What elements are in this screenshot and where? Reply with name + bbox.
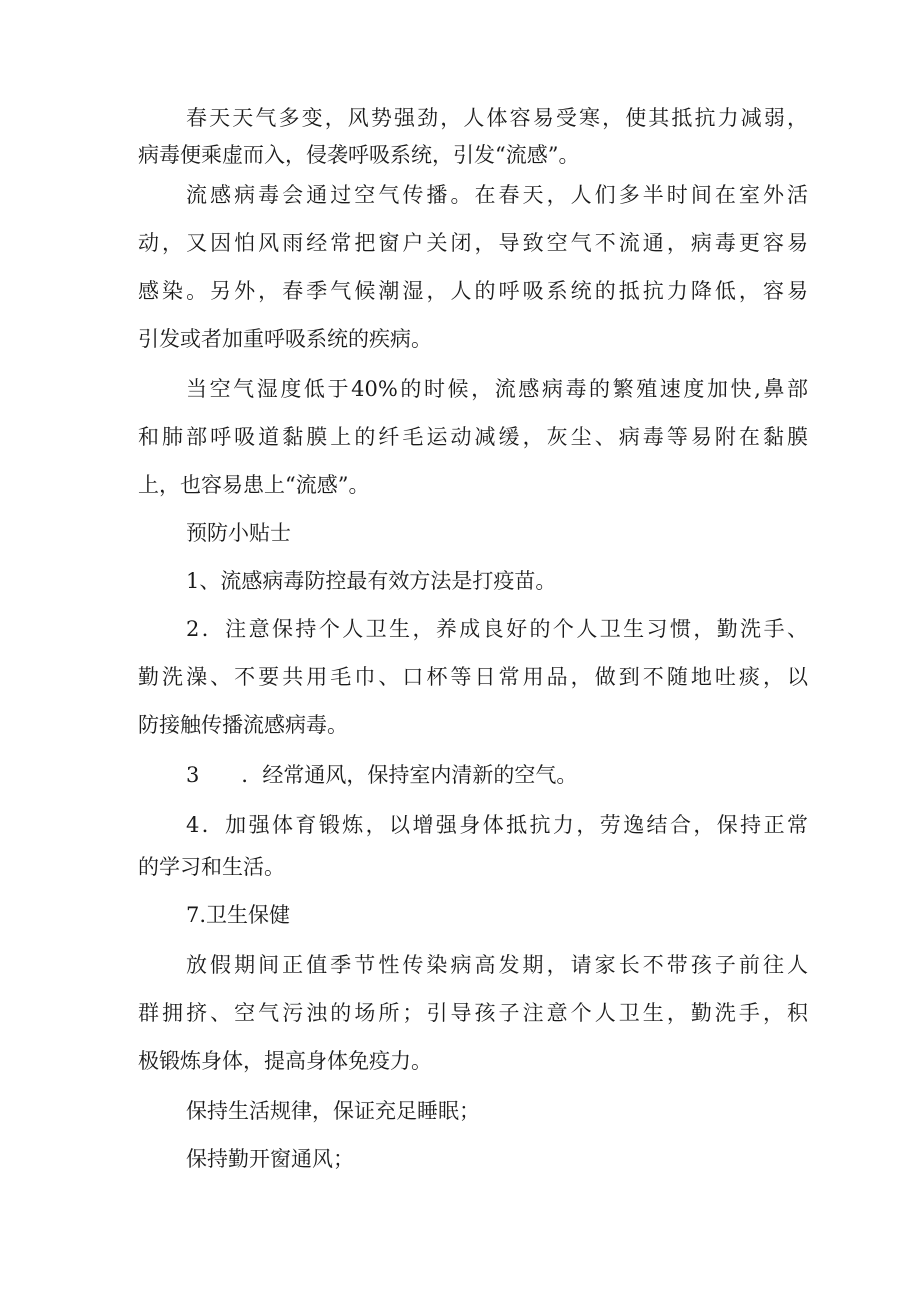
advice-ventilation: 保持勤开窗通风； [186, 1147, 354, 1171]
paragraph-4-line-3: 极锻炼身体，提高身体免疫力。 [138, 1049, 432, 1073]
section-heading-prevention-tips: 预防小贴士 [186, 521, 291, 545]
tip-1: 1、流感病毒防控最有效方法是打疫苗。 [186, 569, 557, 593]
paragraph-1-line-1: 春天天气多变，风势强劲，人体容易受寒，使其抵抗力减弱， [186, 106, 808, 130]
paragraph-2-line-2: 动，又因怕风雨经常把窗户关闭，导致空气不流通，病毒更容易 [138, 231, 808, 255]
tip-2-line-1: 2．注意保持个人卫生，养成良好的个人卫生习惯，勤洗手、 [186, 617, 808, 641]
paragraph-1-line-2: 病毒便乘虚而入，侵袭呼吸系统，引发“流感”。 [138, 143, 580, 167]
paragraph-2-line-3: 感染。另外，春季气候潮湿，人的呼吸系统的抵抗力降低，容易 [138, 279, 808, 303]
paragraph-3-line-3: 上，也容易患上“流感”。 [138, 473, 370, 497]
paragraph-3-line-2: 和肺部呼吸道黏膜上的纤毛运动减缓，灰尘、病毒等易附在黏膜 [138, 425, 808, 449]
advice-sleep: 保持生活规律，保证充足睡眠； [186, 1099, 480, 1123]
paragraph-3-line-1: 当空气湿度低于40%的时候，流感病毒的繁殖速度加快,鼻部 [186, 377, 808, 401]
section-heading-health-care: 7.卫生保健 [186, 903, 291, 927]
paragraph-4-line-1: 放假期间正值季节性传染病高发期，请家长不带孩子前往人 [186, 953, 808, 977]
tip-3: 3 ．经常通风，保持室内清新的空气。 [186, 763, 578, 787]
tip-2-line-2: 勤洗澡、不要共用毛巾、口杯等日常用品，做到不随地吐痰，以 [138, 665, 808, 689]
paragraph-4-line-2: 群拥挤、空气污浊的场所；引导孩子注意个人卫生，勤洗手，积 [138, 1001, 808, 1025]
paragraph-2-line-1: 流感病毒会通过空气传播。在春天，人们多半时间在室外活 [186, 183, 808, 207]
paragraph-2-line-4: 引发或者加重呼吸系统的疾病。 [138, 327, 432, 351]
tip-4-line-2: 的学习和生活。 [138, 855, 285, 879]
tip-4-line-1: 4．加强体育锻炼，以增强身体抵抗力，劳逸结合，保持正常 [186, 813, 808, 837]
tip-2-line-3: 防接触传播流感病毒。 [138, 713, 348, 737]
